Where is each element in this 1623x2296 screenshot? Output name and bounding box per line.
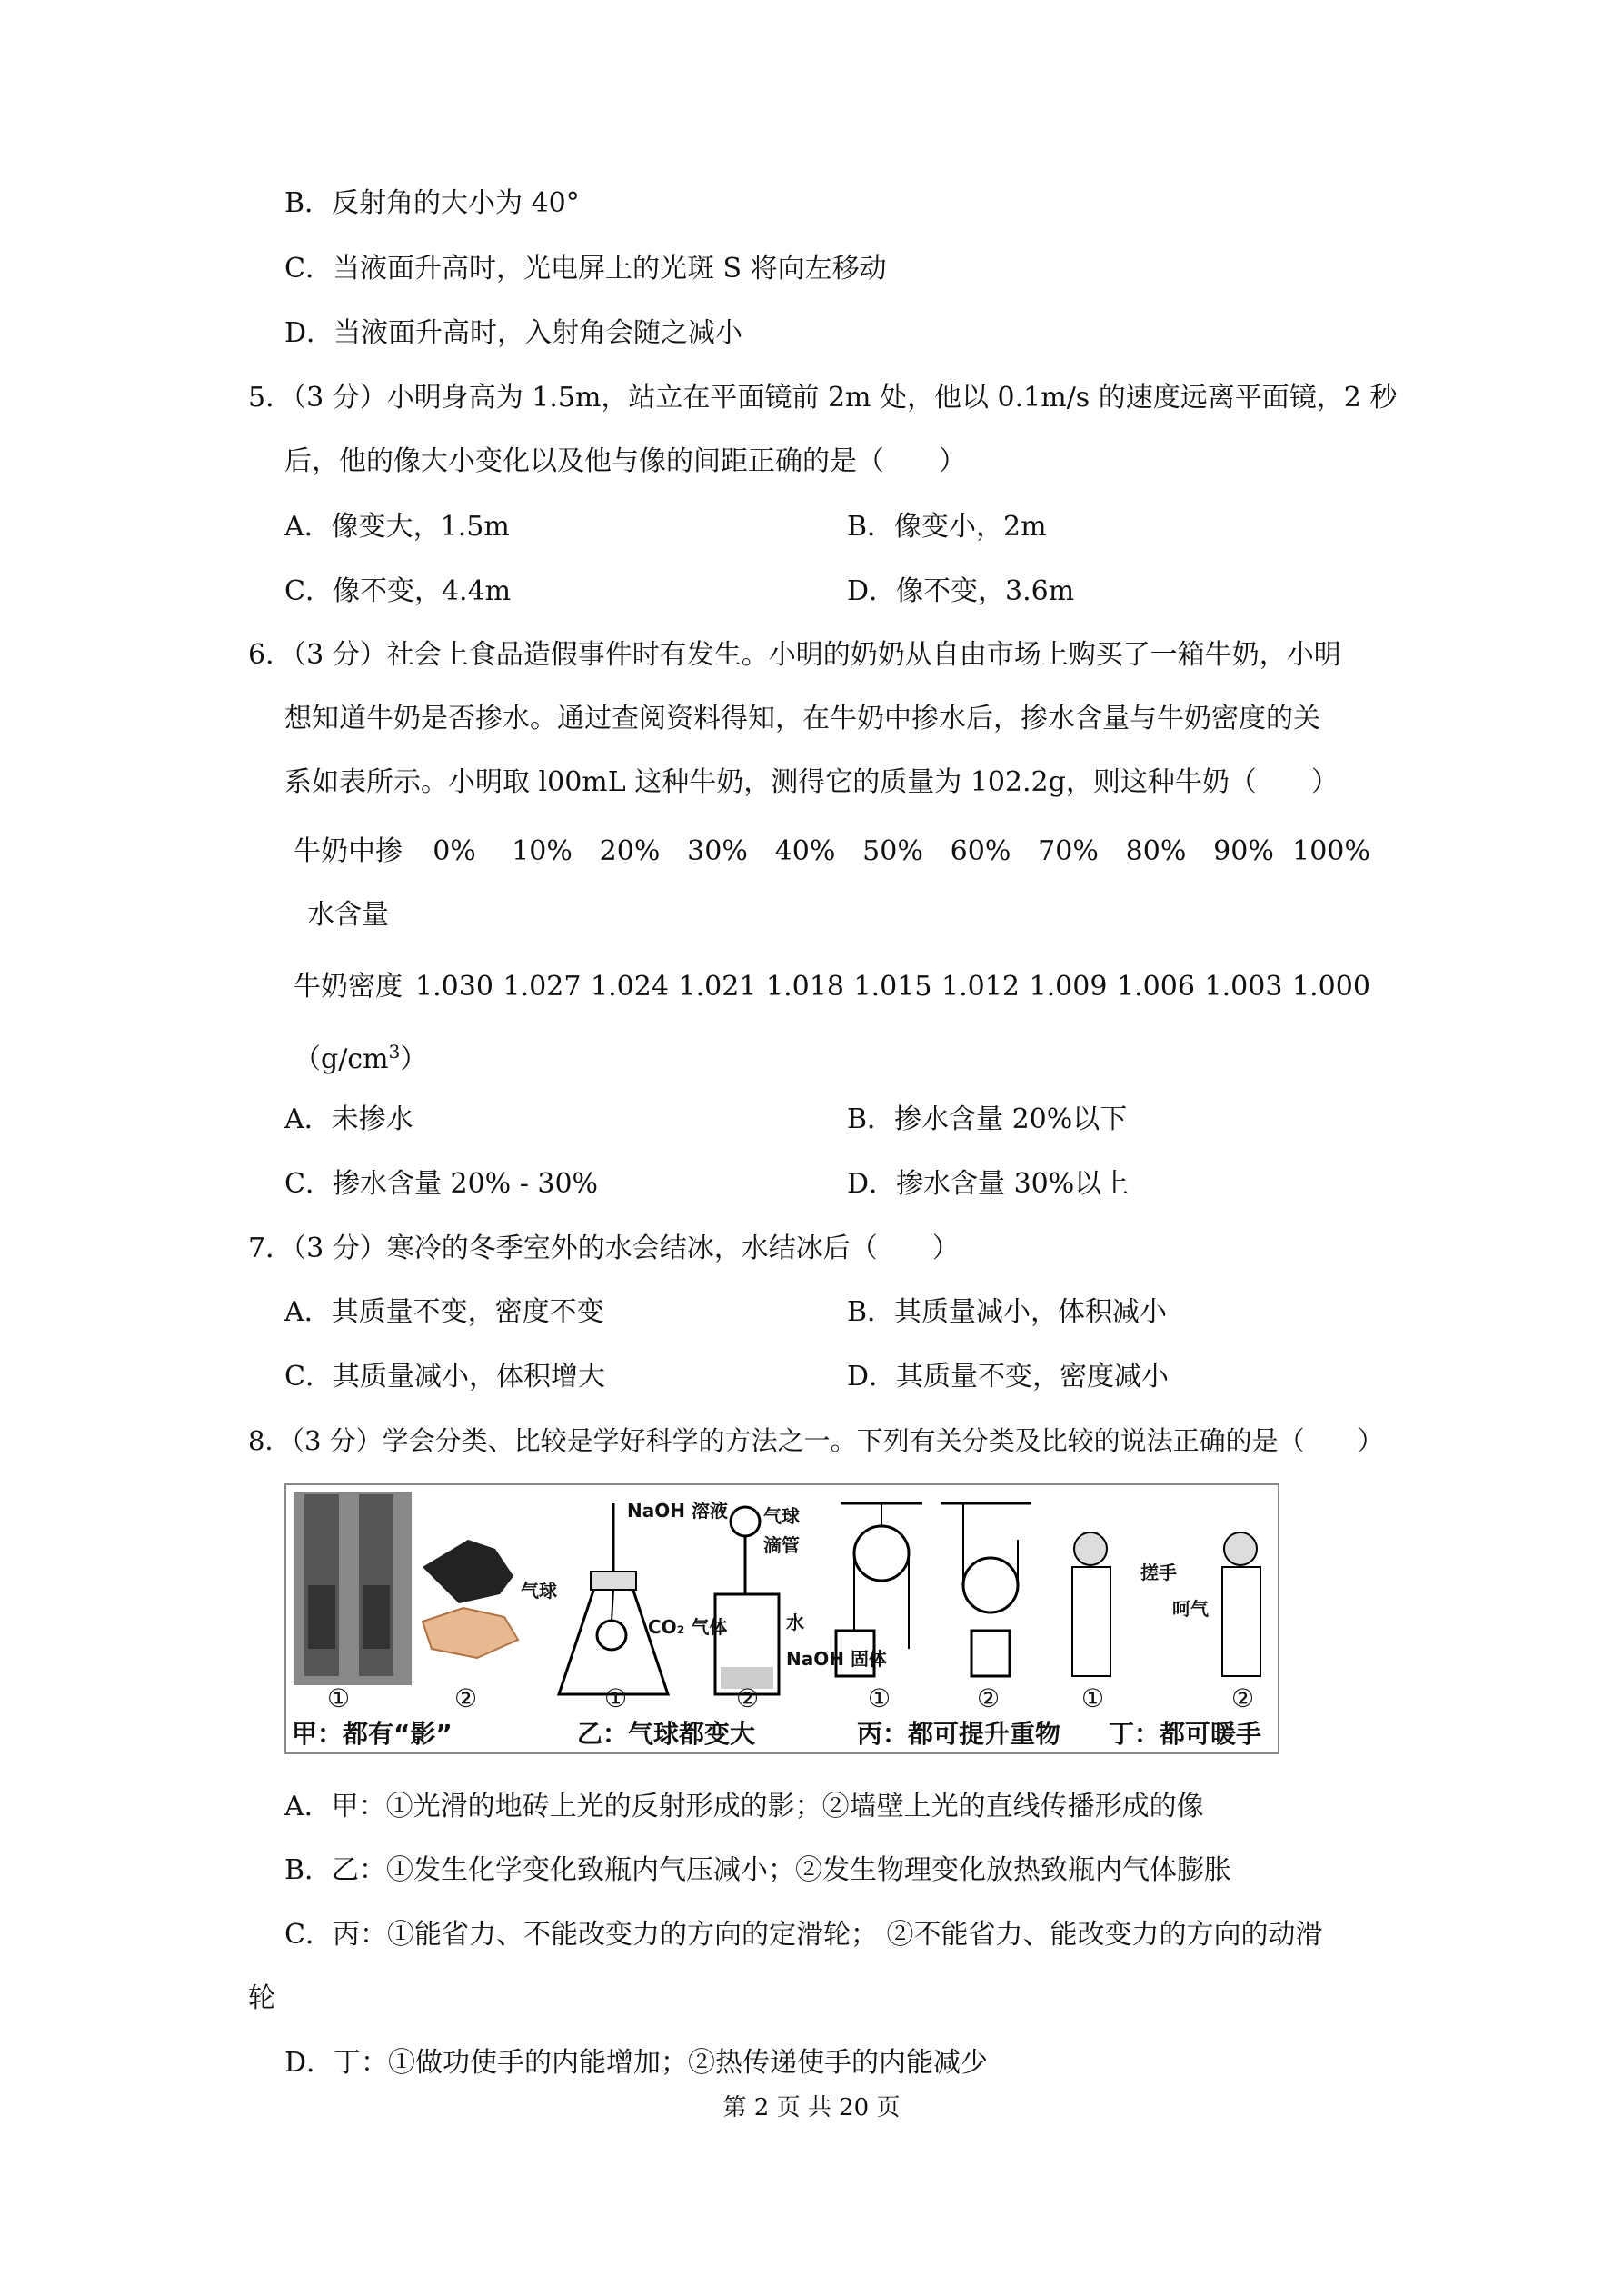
density-cell: 1.000 <box>1292 971 1370 1003</box>
q5-stem-line2: 后，他的像大小变化以及他与像的间距正确的是（ ） <box>284 445 966 477</box>
caption-bing: 丙：都可提升重物 <box>857 1719 1061 1749</box>
density-cell: 1.006 <box>1117 971 1195 1003</box>
water-content-cell: 70% <box>1038 835 1099 867</box>
circle-num-1a: ① <box>327 1683 351 1713</box>
label-water: 水 <box>786 1612 804 1633</box>
q8-stem: 8．（3 分）学会分类、比较是学好科学的方法之一。下列有关分类及比较的说法正确的是（ ） <box>248 1425 1384 1456</box>
label-balloon: 气球 <box>521 1580 557 1602</box>
q5-option-b: B．像变小，2m <box>847 511 1047 543</box>
reflection-left-body <box>308 1585 335 1649</box>
density-cell: 1.015 <box>853 971 932 1003</box>
q6-stem-line3: 系如表所示。小明取 l00mL 这种牛奶，测得它的质量为 102.2g，则这种牛奶（ ） <box>284 766 1339 798</box>
q7-option-c: C．其质量减小，体积增大 <box>284 1361 605 1393</box>
q7-option-a: A．其质量不变，密度不变 <box>284 1296 604 1328</box>
q8-option-d: D．丁：①做功使手的内能增加；②热传递使手的内能减少 <box>284 2047 989 2079</box>
q4-option-d: D．当液面升高时，入射角会随之减小 <box>284 317 743 349</box>
label-co2: CO₂ 气体 <box>648 1616 728 1638</box>
flask-stopper <box>591 1572 636 1590</box>
circle-num-2b: ② <box>736 1683 760 1713</box>
q6-stem-line1: 6．（3 分）社会上食品造假事件时有发生。小明的奶奶从自由市场上购买了一箱牛奶，小明 <box>248 639 1341 671</box>
person-1-head <box>1074 1532 1107 1565</box>
circle-num-1b: ① <box>604 1683 628 1713</box>
q5-option-d: D．像不变，3.6m <box>847 575 1075 607</box>
water-content-cell: 60% <box>950 835 1011 867</box>
unit-superscript: 3 <box>388 1041 401 1063</box>
fixed-pulley-icon <box>854 1526 909 1581</box>
density-cell: 1.003 <box>1204 971 1283 1003</box>
balloon-2-shape <box>731 1507 760 1536</box>
person-1-body <box>1072 1567 1110 1676</box>
table-row1-header-b: 水含量 <box>307 899 389 931</box>
density-cell: 1.030 <box>415 971 493 1003</box>
circle-num-1d: ① <box>1081 1683 1105 1713</box>
density-cell: 1.024 <box>591 971 669 1003</box>
density-cell: 1.027 <box>503 971 582 1003</box>
label-rub-hands: 搓手 <box>1140 1562 1177 1583</box>
circle-num-2d: ② <box>1231 1683 1255 1713</box>
q8-figure <box>284 1483 1279 1754</box>
q5-option-c: C．像不变，4.4m <box>284 575 512 607</box>
water-content-cell: 30% <box>687 835 748 867</box>
q6-option-c: C．掺水含量 20% - 30% <box>284 1168 599 1200</box>
q4-option-c: C．当液面升高时，光电屏上的光斑 S 将向左移动 <box>284 253 887 285</box>
circle-num-1c: ① <box>868 1683 891 1713</box>
q6-stem-line2: 想知道牛奶是否掺水。通过查阅资料得知，在牛奶中掺水后，掺水含量与牛奶密度的关 <box>284 703 1320 734</box>
label-blow-air: 呵气 <box>1172 1598 1209 1620</box>
unit-text: （g/cm <box>294 1043 389 1075</box>
q8-option-a: A．甲：①光滑的地砖上光的反射形成的影；②墙壁上光的直线传播形成的像 <box>284 1791 1204 1822</box>
label-naoh-solid: NaOH 固体 <box>786 1648 887 1670</box>
q8-option-c-line2: 轮 <box>248 1982 275 2014</box>
person-2-body <box>1222 1567 1260 1676</box>
caption-jia: 甲：都有“影” <box>292 1719 453 1749</box>
q8-option-b: B．乙：①发生化学变化致瓶内气压减小；②发生物理变化放热致瓶内气体膨胀 <box>284 1854 1232 1886</box>
label-dropper: 滴管 <box>763 1534 800 1556</box>
water-content-cell: 90% <box>1213 835 1274 867</box>
page-footer: 第 2 页 共 20 页 <box>722 2094 901 2121</box>
unit-close: ） <box>400 1043 428 1075</box>
table-row2-header-a: 牛奶密度 <box>294 971 403 1003</box>
label-balloon-2: 气球 <box>763 1505 800 1527</box>
balloon-shape <box>597 1621 626 1650</box>
q6-option-d: D．掺水含量 30%以上 <box>847 1168 1130 1200</box>
density-cell: 1.018 <box>766 971 844 1003</box>
q7-option-b: B．其质量减小，体积减小 <box>847 1296 1168 1328</box>
reflection-right-body <box>363 1585 390 1649</box>
circle-num-2c: ② <box>977 1683 1001 1713</box>
water-content-cell: 40% <box>774 835 836 867</box>
table-row2-header-b <box>294 1033 427 1078</box>
circle-num-2a: ② <box>454 1683 478 1713</box>
q4-option-b: B．反射角的大小为 40° <box>284 187 580 219</box>
balloon-tube <box>612 1590 613 1622</box>
density-cell: 1.009 <box>1029 971 1108 1003</box>
weight-2 <box>971 1631 1010 1676</box>
hand-icon <box>423 1608 518 1658</box>
water-content-cell: 80% <box>1125 835 1187 867</box>
water-content-cell: 20% <box>599 835 661 867</box>
caption-yi: 乙：气球都变大 <box>577 1719 756 1749</box>
density-cell: 1.021 <box>678 971 757 1003</box>
person-2-head <box>1224 1532 1257 1565</box>
hand-shadow <box>423 1540 513 1603</box>
q6-option-a: A．未掺水 <box>284 1103 413 1135</box>
q7-option-d: D．其质量不变，密度减小 <box>847 1361 1170 1393</box>
table-row1-header-a: 牛奶中掺 <box>294 835 403 867</box>
water-content-cell: 10% <box>512 835 573 867</box>
q6-option-b: B．掺水含量 20%以下 <box>847 1103 1128 1135</box>
movable-pulley-icon <box>963 1558 1018 1612</box>
water-content-cell: 0% <box>433 835 476 867</box>
q5-stem-line1: 5．（3 分）小明身高为 1.5m，站立在平面镜前 2m 处，他以 0.1m/s 的速度远离平面镜，2 秒 <box>248 382 1398 414</box>
q5-option-a: A．像变大，1.5m <box>284 511 510 543</box>
density-cell: 1.012 <box>941 971 1020 1003</box>
q8-option-c-line1: C．丙：①能省力、不能改变力的方向的定滑轮； ②不能省力、能改变力的方向的动滑 <box>284 1919 1323 1951</box>
caption-ding: 丁：都可暖手 <box>1109 1719 1262 1749</box>
label-naoh-solution: NaOH 溶液 <box>627 1500 728 1522</box>
water-content-cell: 100% <box>1292 835 1370 867</box>
water-content-cell: 50% <box>862 835 923 867</box>
q7-stem: 7．（3 分）寒冷的冬季室外的水会结冰，水结冰后（ ） <box>248 1233 960 1264</box>
